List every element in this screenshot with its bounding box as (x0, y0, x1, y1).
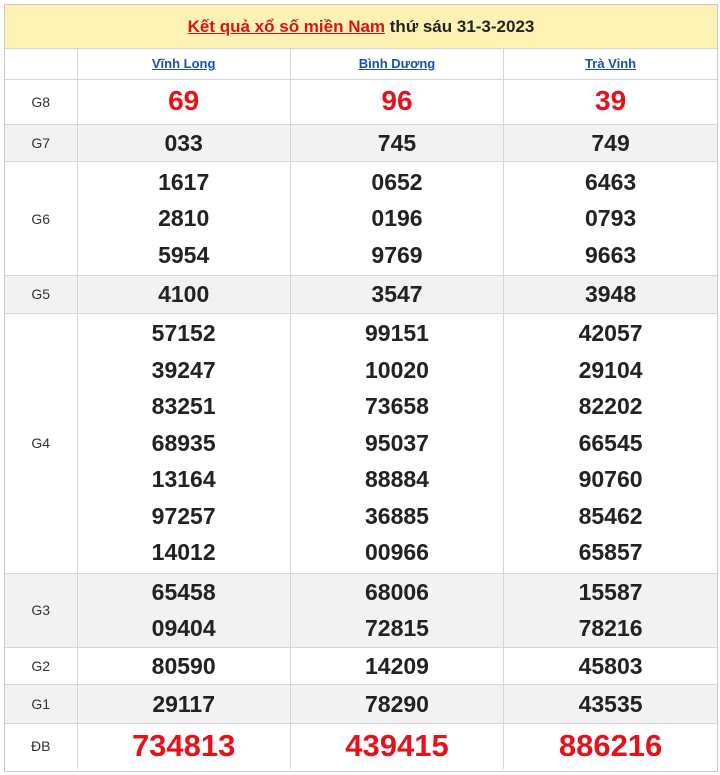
prize-number: 439415 (345, 728, 449, 763)
prize-number: 29117 (152, 690, 216, 717)
prize-cell (504, 685, 717, 724)
prize-cell (77, 573, 290, 647)
prize-label: G7 (5, 124, 77, 162)
prize-row-g1 (5, 685, 717, 724)
prize-number: 0793 (584, 205, 637, 232)
prize-number: 45803 (578, 652, 643, 679)
prize-number: 90760 (578, 466, 643, 493)
prize-label: G6 (5, 162, 77, 276)
prize-number: 2810 (158, 205, 210, 232)
prize-number: 09404 (151, 615, 216, 641)
prize-number: 5954 (158, 241, 210, 268)
prize-number: 88884 (365, 466, 429, 493)
prize-number: 3948 (584, 281, 637, 307)
prize-number: 97257 (151, 502, 216, 529)
prize-row-g3 (5, 573, 717, 647)
prize-number: 39247 (151, 356, 216, 383)
prize-cell (504, 162, 717, 276)
prize-label: G8 (5, 79, 77, 124)
prize-row-g5 (5, 276, 717, 314)
prize-label: G3 (5, 573, 77, 647)
prize-number: 14012 (151, 539, 216, 566)
prize-cell (77, 79, 290, 124)
prize-number: 68935 (151, 429, 216, 456)
prize-row-db (5, 724, 717, 769)
province-link-vinh-long[interactable]: Vĩnh Long (151, 56, 216, 72)
prize-number: 39 (595, 85, 627, 117)
prize-number: 72815 (365, 615, 429, 641)
prize-number: 65458 (151, 578, 216, 605)
prize-number: 80590 (151, 652, 216, 679)
prize-number: 9769 (371, 241, 423, 268)
prize-number: 73658 (365, 393, 429, 420)
province-link-binh-duong[interactable]: Bình Dương (358, 56, 436, 72)
prize-row-g2 (5, 647, 717, 685)
prize-number: 1617 (158, 168, 210, 195)
prize-number: 14209 (365, 652, 429, 679)
prize-number: 734813 (131, 728, 236, 763)
prize-row-g8 (5, 79, 717, 124)
prize-label: G5 (5, 276, 77, 314)
prize-number: 43535 (578, 690, 643, 717)
prize-cell (77, 313, 290, 573)
prize-cell (504, 124, 717, 162)
prize-number: 749 (591, 129, 630, 156)
prize-number: 0652 (371, 168, 423, 195)
prize-number: 6463 (584, 168, 637, 195)
province-link-tra-vinh[interactable]: Trà Vinh (585, 56, 637, 72)
prize-number: 13164 (151, 466, 216, 493)
prize-number: 29104 (578, 356, 643, 383)
province-header (504, 49, 717, 79)
prize-label: ĐB (5, 724, 77, 769)
prize-cell (77, 276, 290, 314)
prize-number: 83251 (151, 393, 216, 420)
prize-row-g4 (5, 313, 717, 573)
prize-number: 3547 (371, 281, 423, 307)
prize-number: 99151 (365, 320, 429, 347)
prize-number: 82202 (578, 393, 643, 420)
province-header-row (5, 49, 717, 79)
prize-number: 9663 (584, 241, 637, 268)
prize-cell (290, 685, 503, 724)
results-table (5, 49, 717, 769)
prize-cell (77, 162, 290, 276)
prize-cell (504, 79, 717, 124)
prize-cell (290, 724, 503, 769)
prize-number: 4100 (158, 281, 210, 307)
prize-number: 65857 (578, 539, 643, 566)
prize-label: G4 (5, 313, 77, 573)
prize-number: 85462 (578, 502, 643, 529)
prize-label: G2 (5, 647, 77, 685)
page-title (5, 5, 717, 49)
region-results-link[interactable]: Kết quả xổ số miền Nam (187, 16, 386, 36)
prize-number: 78290 (365, 690, 429, 717)
prize-cell (77, 647, 290, 685)
prize-number: 0196 (371, 205, 423, 232)
prize-cell (77, 124, 290, 162)
prize-number: 57152 (151, 320, 216, 347)
prize-number: 745 (377, 129, 417, 156)
prize-cell (290, 162, 503, 276)
prize-cell (77, 724, 290, 769)
province-header (290, 49, 503, 79)
prize-number: 886216 (558, 728, 663, 763)
prize-number: 42057 (578, 320, 643, 347)
prize-cell (504, 647, 717, 685)
prize-cell (290, 573, 503, 647)
prize-number: 033 (164, 129, 203, 156)
corner-cell (5, 49, 77, 79)
prize-cell (504, 276, 717, 314)
province-header (77, 49, 290, 79)
prize-number: 66545 (578, 429, 643, 456)
prize-cell (290, 124, 503, 162)
prize-cell (504, 573, 717, 647)
prize-cell (77, 685, 290, 724)
prize-cell (290, 313, 503, 573)
prize-cell (504, 724, 717, 769)
prize-cell (290, 79, 503, 124)
prize-number: 00966 (365, 539, 429, 566)
prize-number: 78216 (578, 615, 643, 641)
prize-number: 95037 (365, 429, 429, 456)
prize-number: 36885 (365, 502, 429, 529)
prize-row-g6 (5, 162, 717, 276)
prize-number: 68006 (365, 578, 429, 605)
prize-number: 10020 (365, 356, 429, 383)
prize-row-g7 (5, 124, 717, 162)
prize-number: 15587 (578, 578, 643, 605)
title-date: thứ sáu 31-3-2023 (385, 16, 535, 36)
prize-number: 69 (168, 85, 200, 117)
prize-cell (290, 276, 503, 314)
prize-label: G1 (5, 685, 77, 724)
prize-cell (290, 647, 503, 685)
prize-number: 96 (381, 85, 413, 117)
results-panel (4, 4, 718, 772)
prize-cell (504, 313, 717, 573)
